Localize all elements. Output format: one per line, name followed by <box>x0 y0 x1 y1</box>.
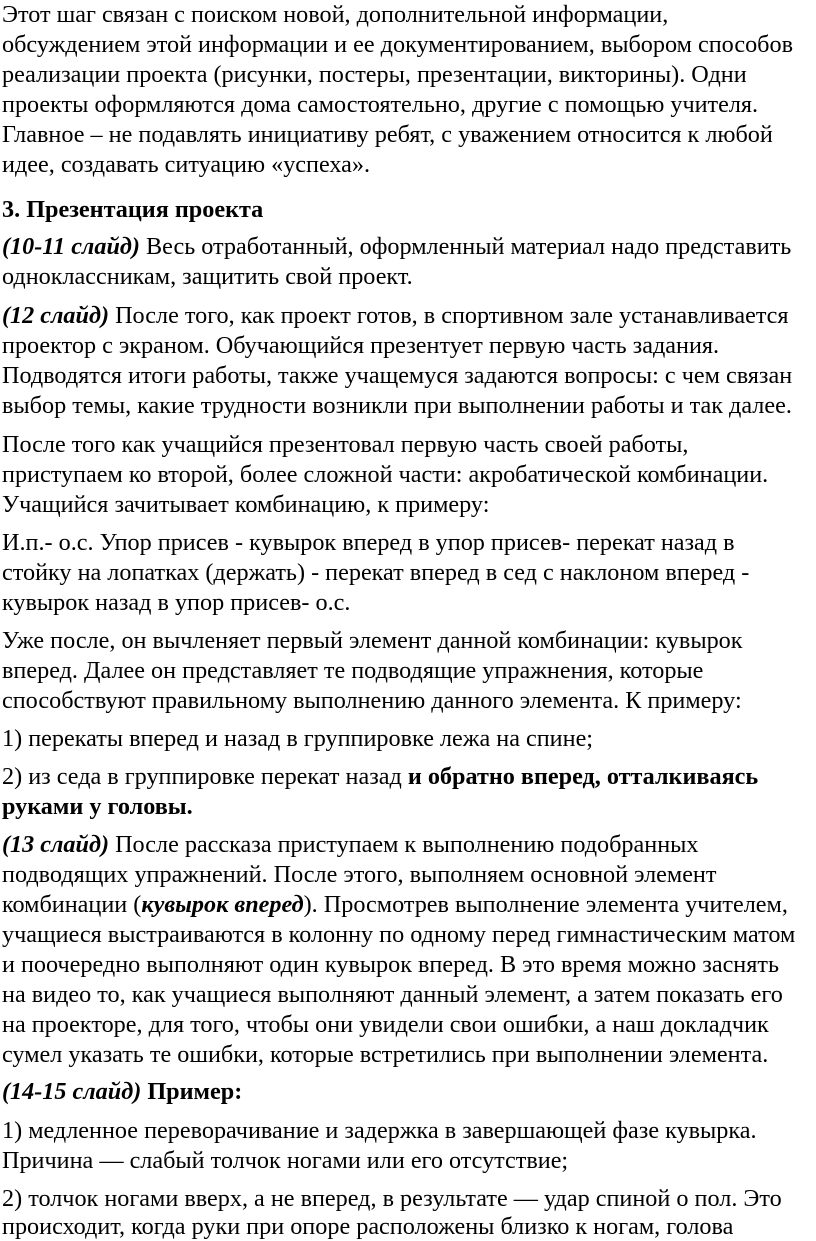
text-line: и поочередно выполняют один кувырок вперед. В это время можно заснять <box>2 951 779 978</box>
slide-ref: (10-11 слайд) <box>2 233 140 260</box>
text-line <box>2 1077 242 1106</box>
text-line <box>2 830 699 859</box>
text-line: вперед. Далее он представляет те подводящие упражнения, которые <box>2 657 704 684</box>
list-item <box>2 762 758 791</box>
text-line: реализации проекта (рисунки, постеры, презентации, викторины). Одни <box>2 61 747 88</box>
text-line: кувырок назад в упор присев- о.с. <box>2 589 351 616</box>
slide-ref: (13 слайд) <box>2 831 110 858</box>
text-line: стойку на лопатках (держать) - перекат вперед в сед с наклоном вперед - <box>2 559 750 586</box>
slide-ref: (12 слайд) <box>2 302 110 329</box>
text-line: учащиеся выстраиваются в колонну по одному перед гимнастическим матом <box>2 921 796 948</box>
text-span: комбинации ( <box>2 891 142 918</box>
emphasis-span: кувырок вперед <box>141 891 304 918</box>
text-line: Главное – не подавлять инициативу ребят, с уважением относится к любой <box>2 121 773 148</box>
text-line: идее, создавать ситуацию «успеха». <box>2 151 371 178</box>
text-line <box>2 232 791 261</box>
text-line: После того как учащийся презентовал первую часть своей работы, <box>2 431 689 458</box>
bold-span: Пример: <box>141 1078 243 1105</box>
text-span: ). Просмотрев выполнение элемента учителем, <box>303 891 788 918</box>
text-line: Этот шаг связан с поиском новой, дополнительной информации, <box>2 1 669 28</box>
text-span: 2) из седа в группировке перекат назад <box>2 763 408 790</box>
text-line: проекты оформляются дома самостоятельно, другие с помощью учителя. <box>2 91 759 118</box>
text-line: на видео то, как учащиеся выполняют данный элемент, а затем показать его <box>2 981 783 1008</box>
list-item: 1) медленное переворачивание и задержка в завершающей фазе кувырка. <box>2 1117 757 1144</box>
text-line: происходит, когда руки при опоре расположены близко к ногам, голова <box>2 1213 734 1240</box>
text-span: Весь отработанный, оформленный материал надо представить <box>139 233 792 260</box>
section-heading: 3. Презентация проекта <box>2 196 264 223</box>
bold-line: руками у головы. <box>2 793 193 820</box>
list-item: 2) толчок ногами вверх, а не вперед, в результате — удар спиной о пол. Это <box>2 1185 782 1212</box>
text-span: После рассказа приступаем к выполнению подобранных <box>109 831 699 858</box>
text-line: выбор темы, какие трудности возникли при выполнении работы и так далее. <box>2 392 792 419</box>
text-line <box>2 301 789 330</box>
slide-ref: (14-15 слайд) <box>2 1078 142 1105</box>
text-line <box>2 890 788 919</box>
text-line: одноклассникам, защитить свой проект. <box>2 263 413 290</box>
text-line: на проекторе, для того, чтобы они увидели свои ошибки, а наш докладчик <box>2 1011 769 1038</box>
text-line: Учащийся зачитывает комбинацию, к примеру: <box>2 491 490 518</box>
text-line: Причина — слабый толчок ногами или его отсутствие; <box>2 1147 569 1174</box>
text-span: После того, как проект готов, в спортивном зале устанавливается <box>109 302 789 329</box>
text-line: Уже после, он вычленяет первый элемент данной комбинации: кувырок <box>2 627 743 654</box>
text-line: подводящих упражнений. После этого, выполняем основной элемент <box>2 861 717 888</box>
text-line: И.п.- о.с. Упор присев - кувырок вперед в упор присев- перекат назад в <box>2 529 735 556</box>
text-line: обсуждением этой информации и ее документированием, выбором способов <box>2 31 793 58</box>
list-item: 1) перекаты вперед и назад в группировке лежа на спине; <box>2 725 594 752</box>
text-line: проектор с экраном. Обучающийся презентует первую часть задания. <box>2 332 720 359</box>
text-line: приступаем ко второй, более сложной части: акробатической комбинации. <box>2 461 769 488</box>
text-line: способствуют правильному выполнению данного элемента. К примеру: <box>2 687 742 714</box>
text-line: Подводятся итоги работы, также учащемуся задаются вопросы: с чем связан <box>2 362 793 389</box>
bold-span: и обратно вперед, отталкиваясь <box>407 763 759 790</box>
text-line: сумел указать те ошибки, которые встретились при выполнении элемента. <box>2 1041 769 1068</box>
